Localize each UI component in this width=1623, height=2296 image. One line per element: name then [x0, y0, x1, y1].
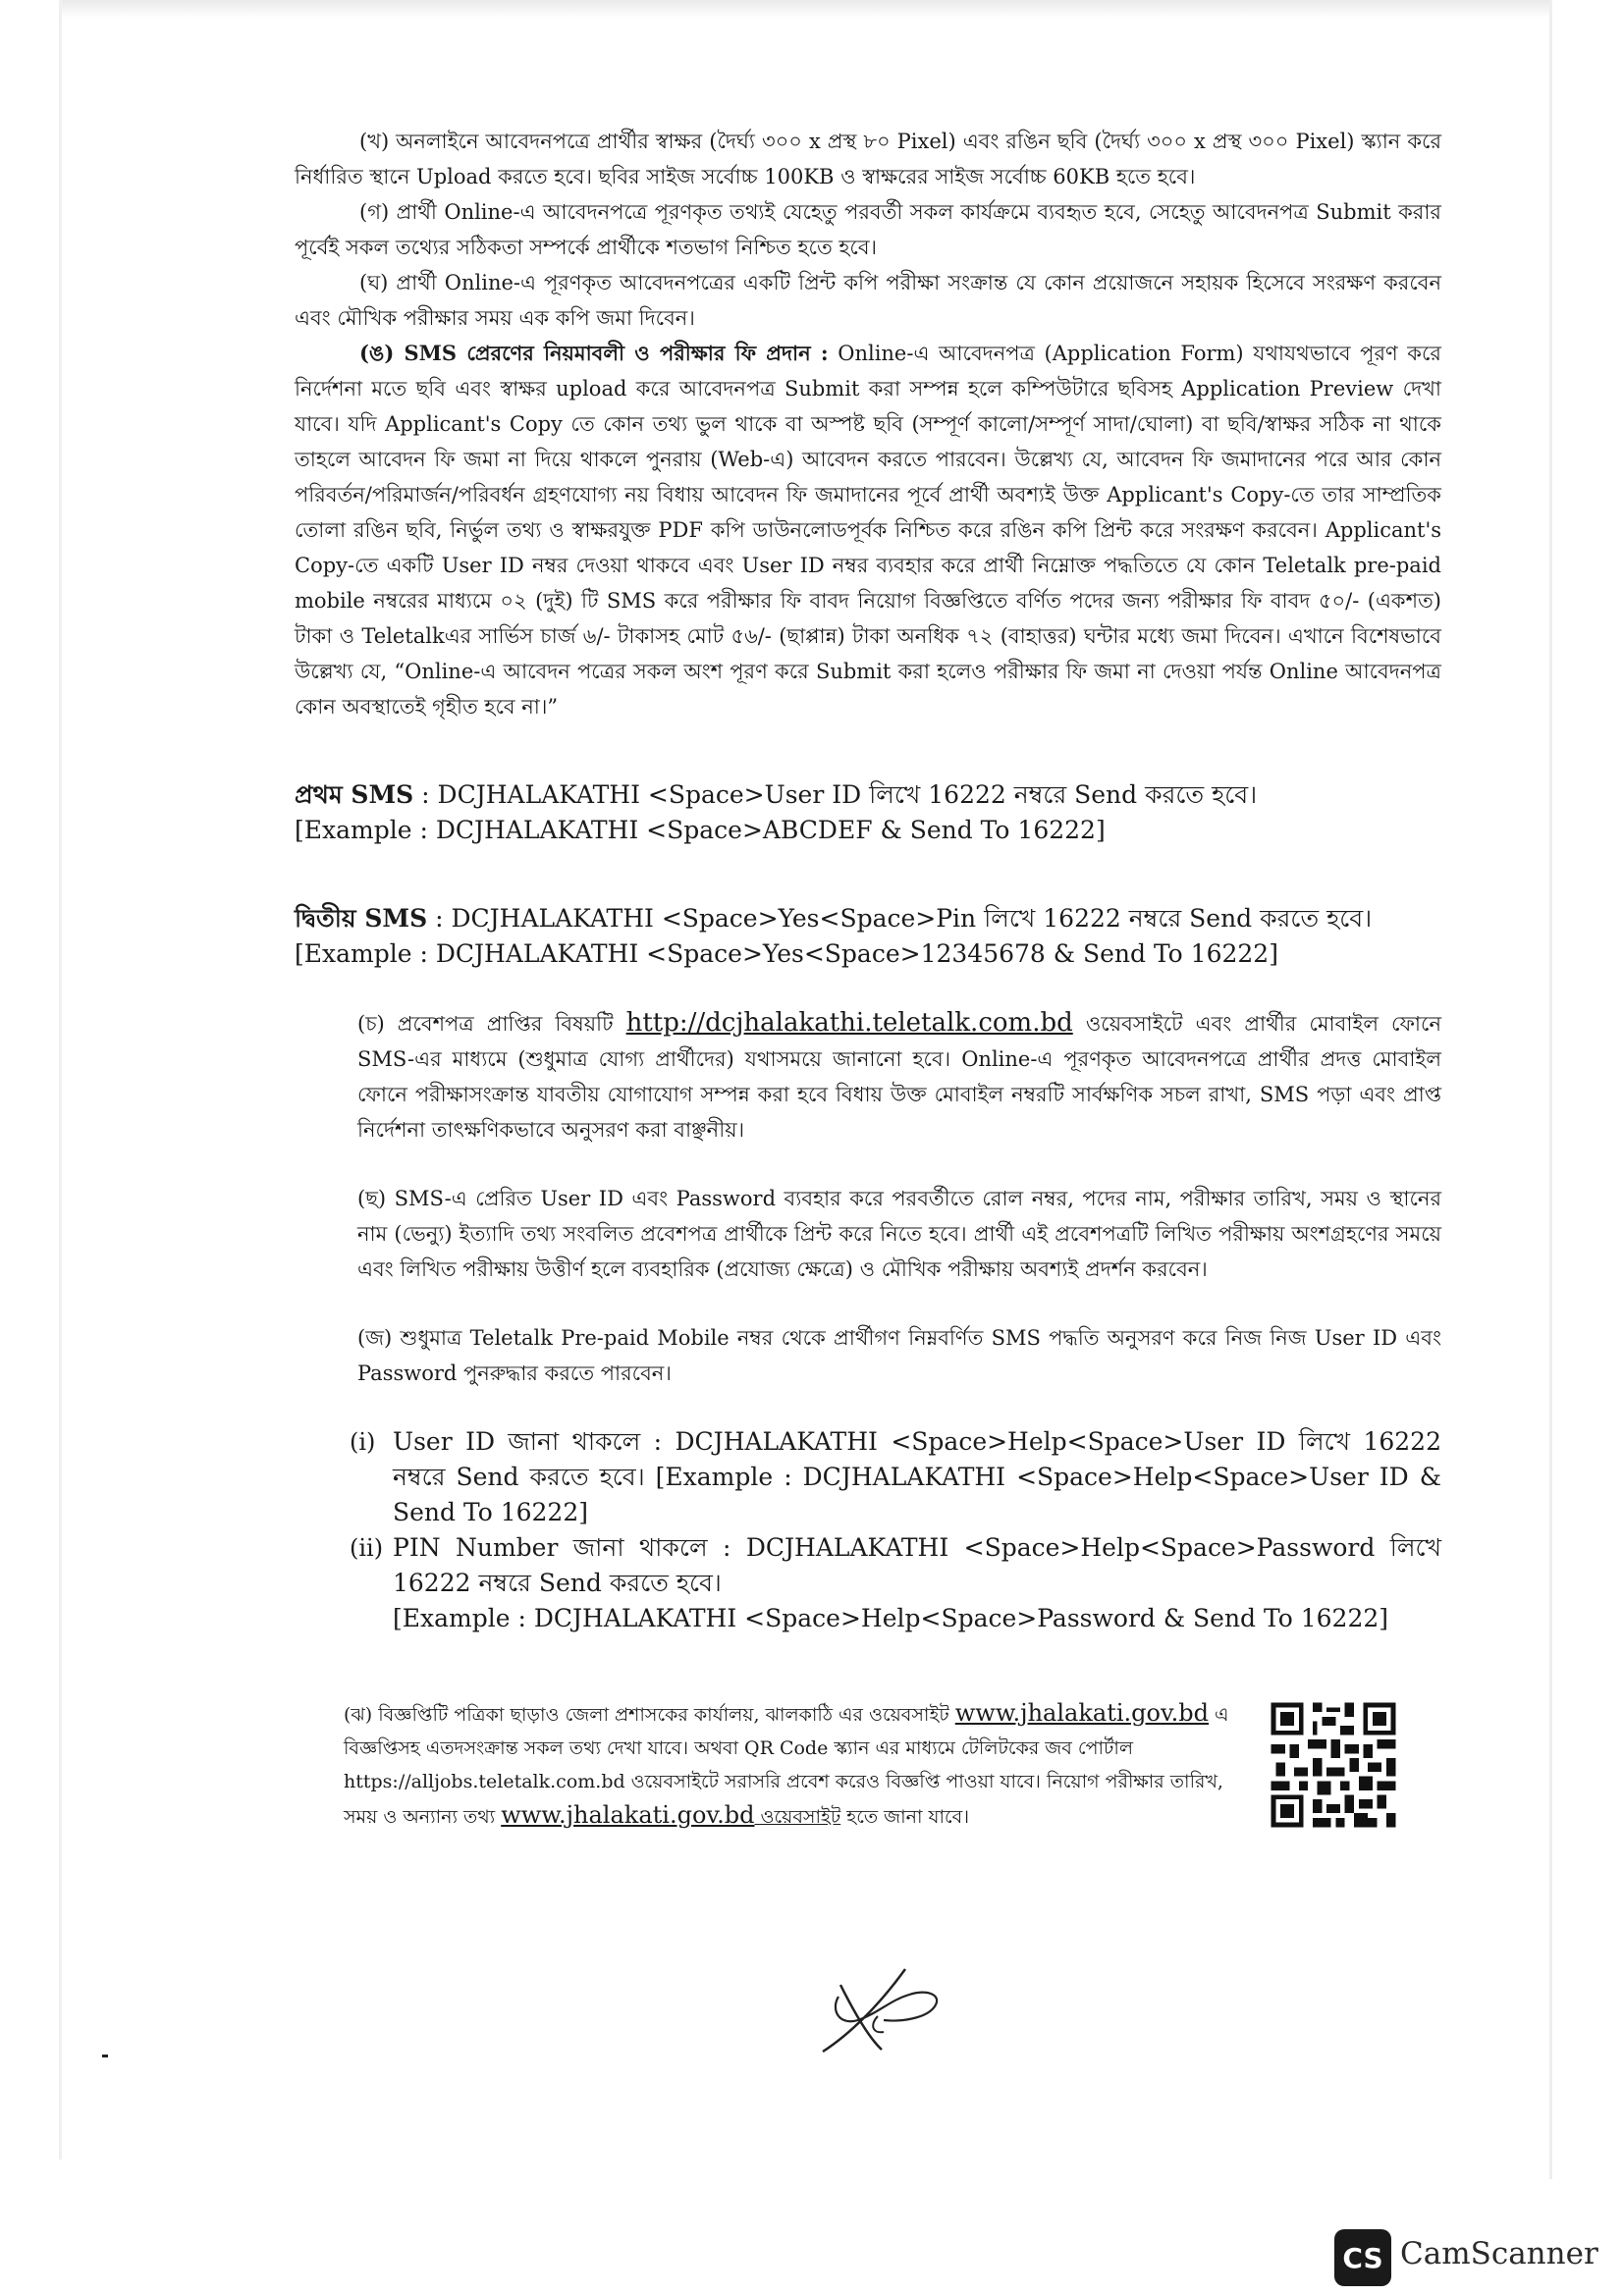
scan-speck: [102, 2055, 108, 2057]
scan-edge-top: [59, 0, 1551, 18]
scan-edge-left: [59, 0, 62, 2160]
paragraph-uma-heading: (ঙ) SMS প্রেরণের নিয়মাবলী ও পরীক্ষার ফি প্রদান :: [359, 341, 829, 365]
paragraph-kha: (খ) অনলাইনে আবেদনপত্রে প্রার্থীর স্বাক্ষর (দৈর্ঘ্য ৩০০ x প্রস্থ ৮০ Pixel) এবং রঙিন ছবি (দৈর্ঘ্য ৩০০ x প্রস্থ ৩০০ Pixel) স্ক্যান করে নির্ধারিত স্থানে Upload করতে হবে। ছবির সাইজ সর্বোচ্চ 100KB ও স্বাক্ষরের সাইজ সর্বোচ্চ 60KB হতে হবে।: [295, 130, 1441, 188]
paragraph-cha: [357, 1005, 1441, 1148]
paragraph-uma-body: Online-এ আবেদনপত্র (Application Form) যথাযথভাবে পূরণ করে নির্দেশনা মতে ছবি এবং স্বাক্ষর upload করে আবেদনপত্র Submit করা সম্পন্ন হলে কম্পিউটারে ছবিসহ Application Preview দেখা যাবে। যদি Applicant's Copy তে কোন তথ্য ভুল থাকে বা অস্পষ্ট ছবি (সম্পূর্ণ কালো/সম্পূর্ণ সাদা/ঘোলা) বা ছবি/স্বাক্ষর সঠিক না থাকে তাহলে আবেদন ফি জমা না দিয়ে থাকলে পুনরায় (Web-এ) আবেদন করতে পারবেন। উল্লেখ্য যে, আবেদন ফি জমাদানের পরে আর কোন পরিবর্তন/পরিমার্জন/পরিবর্ধন গ্রহণযোগ্য নয় বিধায় আবেদন ফি জমাদানের পূর্বে প্রার্থী অবশ্যই উক্ত Applicant's Copy-তে তার সাম্প্রতিক তোলা রঙিন ছবি, নির্ভুল তথ্য ও স্বাক্ষরযুক্ত PDF কপি ডাউনলোডপূর্বক নিশ্চিত করে রঙিন কপি প্রিন্ট করে সংরক্ষণ করবেন। Applicant's Copy-তে একটি User ID নম্বর দেওয়া থাকবে এবং User ID নম্বর ব্যবহার করে প্রার্থী নিম্নোক্ত পদ্ধতিতে যে কোন Teletalk pre-paid mobile নম্বরের মাধ্যমে ০২ (দুই) টি SMS করে পরীক্ষার ফি বাবদ নিয়োগ বিজ্ঞপ্তিতে বর্ণিত পদের জন্য পরীক্ষার ফি বাবদ ৫০/- (একশত) টাকা ও Teletalkএর সার্ভিস চার্জ ৬/- টাকাসহ মোট ৫৬/- (ছাপ্পান্ন) টাকা অনধিক ৭২ (বাহাত্তর) ঘন্টার মধ্যে জমা দিবেন। এখানে বিশেষভাবে উল্লেখ্য যে, “Online-এ আবেদন পত্রের সকল অংশ পূরণ করে Submit করা হলেও পরীক্ষার ফি জমা না দেওয়া পর্যন্ত Online আবেদনপত্র কোন অবস্থাতেই গৃহীত হবে না।”: [295, 342, 1441, 719]
recovery-text: PIN Number জানা থাকলে : DCJHALAKATHI <Space>Help<Space>Password লিখে 16222 নম্বরে Send করতে হবে।: [393, 1533, 1441, 1597]
camscanner-watermark: CamScanner: [1400, 2236, 1598, 2271]
document-body: [295, 124, 1441, 1636]
paragraph-cha-text-1: (চ) প্রবেশপত্র প্রাপ্তির বিষয়টি: [357, 1012, 626, 1036]
sms-second-label: দ্বিতীয় SMS: [295, 904, 428, 933]
admit-card-link[interactable]: http://dcjhalakathi.teletalk.com.bd: [625, 1008, 1073, 1038]
paragraph-jha-text-2: এ বিজ্ঞপ্তিসহ এতদসংক্রান্ত সকল তথ্য দেখা যাবে। অথবা QR Code স্ক্যান এর মাধ্যমে টেলিটকের জব পোর্টাল https://alljobs.teletalk.com.bd ওয়েবসাইটে সরাসরি প্রবেশ করেও বিজ্ঞপ্তি পাওয়া যাবে। নিয়োগ পরীক্ষার তারিখ, সময় ও অন্যান্য তথ্য: [344, 1704, 1229, 1828]
sms-first-example: [Example : DCJHALAKATHI <Space>ABCDEF & Send To 16222]: [295, 816, 1106, 844]
recovery-item-pin: [350, 1530, 1441, 1636]
sms-second: [295, 901, 1441, 972]
sms-second-example: [Example : DCJHALAKATHI <Space>Yes<Space>12345678 & Send To 16222]: [295, 939, 1278, 968]
paragraph-jha-text-1: (ঝ) বিজ্ঞপ্তিটি পত্রিকা ছাড়াও জেলা প্রশাসকের কার্যালয়, ঝালকাঠি এর ওয়েবসাইট: [344, 1704, 955, 1726]
paragraph-jha-text-3: ওয়েবসাইট: [754, 1806, 841, 1828]
recovery-example: [Example : DCJHALAKATHI <Space>Help<Space>Password & Send To 16222]: [393, 1604, 1389, 1632]
sms-first-text: : DCJHALAKATHI <Space>User ID লিখে 16222 নম্বরে Send করতে হবে।: [421, 780, 1258, 809]
sms-first: [295, 777, 1441, 848]
paragraph-ga: (গ) প্রার্থী Online-এ আবেদনপত্রে পূরণকৃত তথ্যই যেহেতু পরবর্তী সকল কার্যক্রমে ব্যবহৃত হবে, সেহেতু আবেদনপত্র Submit করার পূর্বেই সকল তথ্যের সঠিকতা সম্পর্কে প্রার্থীকে শতভাগ নিশ্চিত হতে হবে।: [295, 200, 1441, 259]
paragraph-jha-text-4: হতে জানা যাবে।: [840, 1806, 970, 1828]
sms-first-label: প্রথম SMS: [295, 780, 414, 809]
camscanner-logo-icon: CS: [1334, 2229, 1391, 2286]
paragraph-gha: (ঘ) প্রার্থী Online-এ পূরণকৃত আবেদনপত্রের একটি প্রিন্ট কপি পরীক্ষা সংক্রান্ত যে কোন প্রয়োজনে সহায়ক হিসেবে সংরক্ষণ করবেন এবং মৌখিক পরীক্ষার সময় এক কপি জমা দিবেন।: [295, 271, 1441, 330]
recovery-num: (ii): [350, 1534, 384, 1562]
recovery-text: User ID জানা থাকলে : DCJHALAKATHI <Space>Help<Space>User ID লিখে 16222 নম্বরে Send করতে হবে। [Example : DCJHALAKATHI <Space>Help<Space>User ID & Send To 16222]: [393, 1427, 1441, 1526]
scan-edge-right: [1549, 0, 1552, 2179]
paragraph-chha: (ছ) SMS-এ প্রেরিত User ID এবং Password ব্যবহার করে পরবর্তীতে রোল নম্বর, পদের নাম, পরীক্ষার তারিখ, সময় ও স্থানের নাম (ভেন্যু) ইত্যাদি তথ্য সংবলিত প্রবেশপত্র প্রার্থীকে প্রিন্ট করে নিতে হবে। প্রার্থী এই প্রবেশপত্রটি লিখিত পরীক্ষায় অংশগ্রহণের সময়ে এবং লিখিত পরীক্ষায় উত্তীর্ণ হলে ব্যবহারিক (প্রযোজ্য ক্ষেত্রে) ও মৌখিক পরীক্ষায় অবশ্যই প্রদর্শন করবেন।: [357, 1187, 1441, 1281]
district-website-link-2[interactable]: www.jhalakati.gov.bd: [501, 1801, 755, 1829]
recovery-item-user-id: [350, 1424, 1441, 1530]
district-website-link[interactable]: www.jhalakati.gov.bd: [954, 1699, 1210, 1727]
recovery-list: [350, 1424, 1441, 1636]
paragraph-uma: [295, 336, 1441, 724]
paragraph-cha-text-2: ওয়েবসাইটে এবং প্রার্থীর মোবাইল ফোনে SMS-এর মাধ্যমে (শুধুমাত্র যোগ্য প্রার্থীদের) যথাসময়ে জানানো হবে। Online-এ পূরণকৃত আবেদনপত্রে প্রার্থীর প্রদত্ত মোবাইল ফোনে পরীক্ষাসংক্রান্ত যাবতীয় যোগাযোগ সম্পন্ন করা হবে বিধায় উক্ত মোবাইল নম্বরটি সার্বক্ষণিক সচল রাখা, SMS পড়া এবং প্রাপ্ত নির্দেশনা তাৎক্ষণিকভাবে অনুসরণ করা বাঞ্ছনীয়।: [357, 1012, 1441, 1142]
recovery-num: (i): [350, 1428, 376, 1456]
paragraph-jha: [344, 1696, 1247, 1834]
qr-code-icon[interactable]: [1267, 1698, 1400, 1832]
signature-icon: [811, 1955, 948, 2063]
paragraph-ja: (জ) শুধুমাত্র Teletalk Pre-paid Mobile নম্বর থেকে প্রার্থীগণ নিম্নবর্ণিত SMS পদ্ধতি অনুসরণ করে নিজ নিজ User ID এবং Password পুনরুদ্ধার করতে পারবেন।: [357, 1326, 1441, 1385]
sms-second-text: : DCJHALAKATHI <Space>Yes<Space>Pin লিখে 16222 নম্বরে Send করতে হবে।: [435, 904, 1373, 933]
